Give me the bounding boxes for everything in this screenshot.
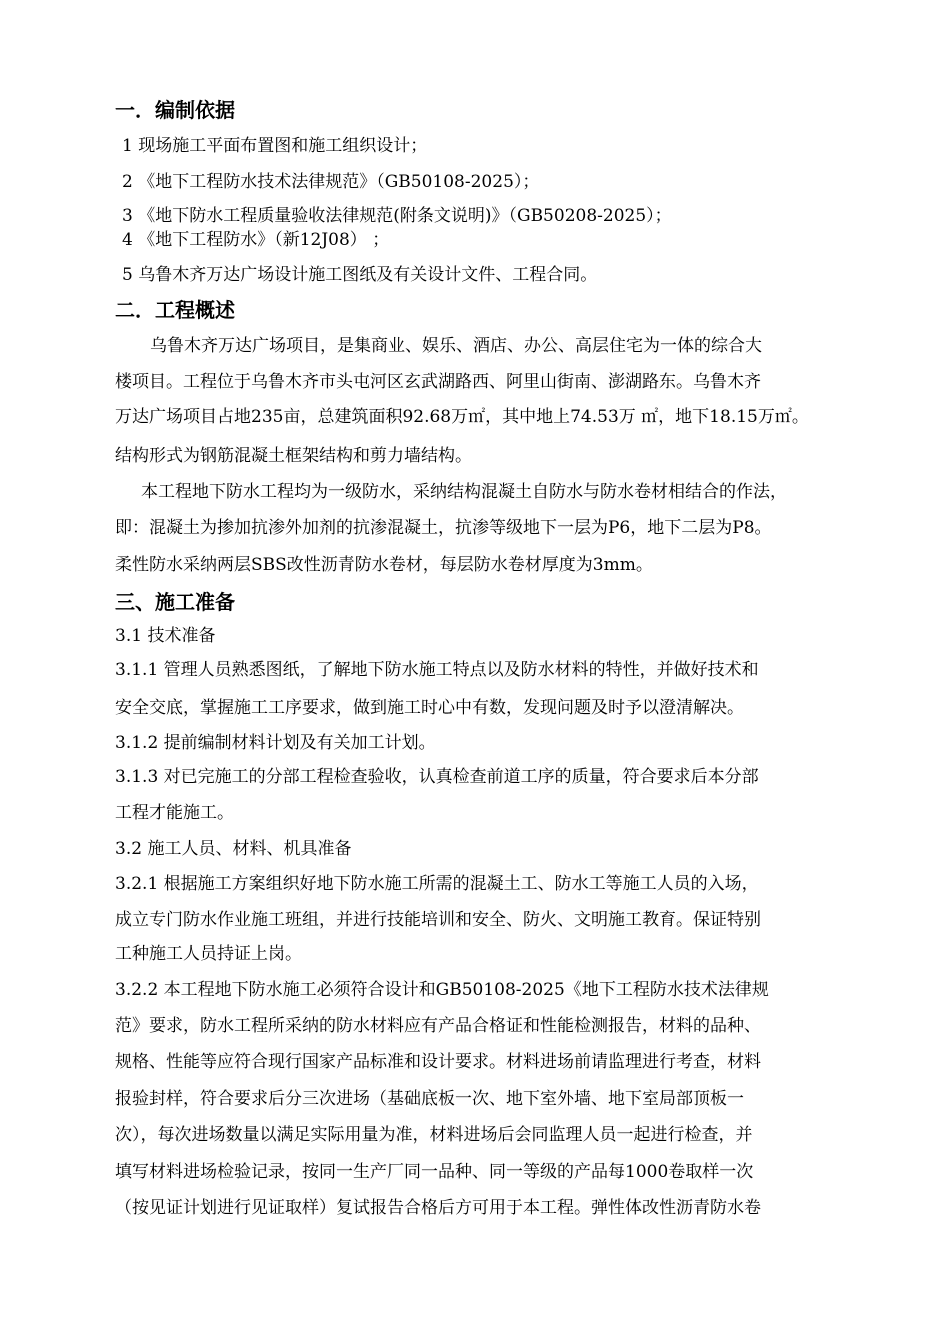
overview-line: 即：混凝土为掺加抗渗外加剂的抗渗混凝土，抗渗等级地下一层为P6，地下二层为P8。	[115, 518, 772, 538]
preparation-line: 工程才能施工。	[115, 803, 234, 823]
basis-item: 4 《地下工程防水》（新12J08） ；	[122, 230, 390, 250]
basis-item: 1 现场施工平面布置图和施工组织设计；	[122, 136, 428, 156]
overview-line: 万达广场项目占地235亩，总建筑面积92.68万㎡，其中地上74.53万 ㎡，地下18.15万㎡。	[115, 407, 809, 427]
basis-item: 5 乌鲁木齐万达广场设计施工图纸及有关设计文件、工程合同。	[122, 265, 598, 285]
preparation-line: 3.1.1 管理人员熟悉图纸，了解地下防水施工特点以及防水材料的特性，并做好技术和	[115, 660, 759, 680]
overview-line: 本工程地下防水工程均为一级防水，采纳结构混凝土自防水与防水卷材相结合的作法，	[141, 482, 787, 502]
overview-line: 楼项目。工程位于乌鲁木齐市头屯河区玄武湖路西、阿里山街南、澎湖路东。乌鲁木齐	[115, 372, 761, 392]
overview-line: 乌鲁木齐万达广场项目，是集商业、娱乐、酒店、办公、高层住宅为一体的综合大	[150, 336, 762, 356]
preparation-line: 3.1 技术准备	[115, 626, 216, 646]
overview-line: 柔性防水采纳两层SBS改性沥青防水卷材，每层防水卷材厚度为3mm。	[115, 555, 653, 575]
section-heading-preparation: 三、施工准备	[115, 590, 235, 614]
preparation-line: 次），每次进场数量以满足实际用量为准，材料进场后会同监理人员一起进行检查，并	[115, 1125, 753, 1145]
preparation-line: 安全交底，掌握施工工序要求，做到施工时心中有数，发现问题及时予以澄清解决。	[115, 698, 744, 718]
preparation-line: （按见证计划进行见证取样）复试报告合格后方可用于本工程。弹性体改性沥青防水卷	[115, 1198, 761, 1218]
basis-item: 3 《地下防水工程质量验收法律规范(附条文说明)》（GB50208-2025）；	[122, 206, 672, 226]
section-heading-basis: 一．编制依据	[115, 98, 235, 122]
preparation-line: 成立专门防水作业施工班组，并进行技能培训和安全、防火、文明施工教育。保证特别	[115, 910, 761, 930]
preparation-line: 3.1.2 提前编制材料计划及有关加工计划。	[115, 733, 436, 753]
preparation-line: 填写材料进场检验记录，按同一生产厂同一品种、同一等级的产品每1000卷取样一次	[115, 1162, 754, 1182]
preparation-line: 3.2.1 根据施工方案组织好地下防水施工所需的混凝土工、防水工等施工人员的入场，	[115, 874, 759, 894]
overview-line: 结构形式为钢筋混凝土框架结构和剪力墙结构。	[115, 446, 472, 466]
section-heading-overview: 二．工程概述	[115, 298, 235, 322]
preparation-line: 工种施工人员持证上岗。	[115, 944, 302, 964]
preparation-line: 3.2 施工人员、材料、机具准备	[115, 839, 352, 859]
preparation-line: 规格、性能等应符合现行国家产品标准和设计要求。材料进场前请监理进行考查，材料	[115, 1052, 761, 1072]
preparation-line: 3.1.3 对已完施工的分部工程检查验收，认真检查前道工序的质量，符合要求后本分部	[115, 767, 759, 787]
basis-item: 2 《地下工程防水技术法律规范》（GB50108-2025）；	[122, 172, 540, 192]
preparation-line: 3.2.2 本工程地下防水施工必须符合设计和GB50108-2025《地下工程防水技术法律规	[115, 980, 769, 1000]
preparation-line: 范》要求，防水工程所采纳的防水材料应有产品合格证和性能检测报告，材料的品种、	[115, 1016, 761, 1036]
preparation-line: 报验封样，符合要求后分三次进场（基础底板一次、地下室外墙、地下室局部顶板一	[115, 1089, 744, 1109]
